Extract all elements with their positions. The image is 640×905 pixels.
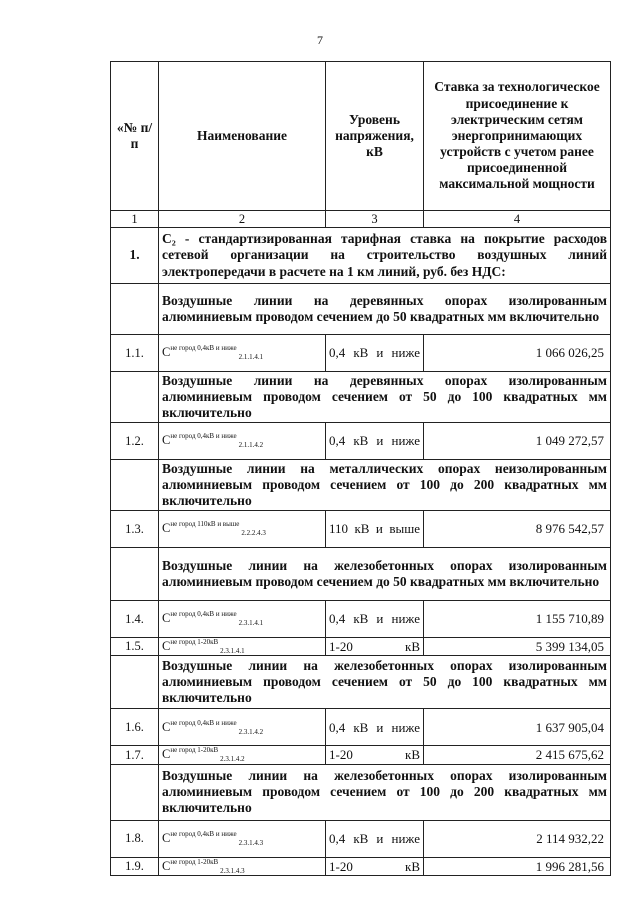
table-row — [111, 857, 611, 875]
table-row — [111, 709, 611, 746]
rate-code-superscript: не город 0,4кВ и ниже — [170, 830, 237, 839]
header-name: Наименование — [159, 62, 326, 211]
rate-code-superscript: не город 110кВ и выше — [170, 520, 240, 529]
rate-code-subscript: 2.3.1.4.2 — [220, 755, 245, 764]
rate-code-subscript: 2.3.1.4.3 — [238, 839, 264, 848]
header-row — [111, 62, 611, 211]
row-number: 1.8. — [111, 820, 159, 857]
rate-code-superscript: не город 0,4кВ и ниже — [170, 344, 237, 353]
rate-code-main: C — [162, 345, 171, 360]
rate-value: 2 114 932,22 — [424, 820, 611, 857]
rate-code-subscript: 2.3.1.4.1 — [220, 647, 245, 655]
header-number: «№ п/п — [111, 62, 159, 211]
rate-code-main: C — [162, 747, 171, 762]
rate-value: 1 996 281,56 — [424, 857, 611, 875]
row-number: 1.7. — [111, 746, 159, 764]
empty-cell — [111, 656, 159, 709]
rate-code — [159, 709, 326, 746]
header-rate: Ставка за технологическое присоединение к электрическим сетям энергопринимающих устройств с учетом ранее присоединенной максимальной мощности — [424, 62, 611, 211]
empty-cell — [111, 548, 159, 601]
rate-value: 5 399 134,05 — [424, 638, 611, 656]
row-number: 1.6. — [111, 709, 159, 746]
table-row — [111, 820, 611, 857]
rate-code-main: C — [162, 639, 171, 653]
empty-cell — [111, 284, 159, 335]
row-number: 1.2. — [111, 423, 159, 460]
voltage-level: 0,4 кВ и ниже — [326, 423, 424, 460]
table-row — [111, 601, 611, 638]
rate-code-main: C — [162, 858, 171, 873]
table-row — [111, 335, 611, 372]
table-row — [111, 511, 611, 548]
row-number: 1.3. — [111, 511, 159, 548]
column-number: 4 — [424, 211, 611, 228]
group-heading-row — [111, 284, 611, 335]
rate-code-superscript: не город 1-20кВ — [170, 746, 219, 755]
group-heading-row — [111, 764, 611, 820]
group-heading-row — [111, 548, 611, 601]
rate-code-superscript: не город 1-20кВ — [170, 857, 219, 866]
rate-code-main: C — [162, 521, 171, 536]
tariff-table — [110, 61, 611, 876]
rate-value: 8 976 542,57 — [424, 511, 611, 548]
rate-code-subscript: 2.1.1.4.2 — [238, 441, 264, 450]
column-number: 2 — [159, 211, 326, 228]
column-number-row — [111, 211, 611, 228]
rate-code-superscript: не город 0,4кВ и ниже — [170, 432, 237, 441]
voltage-level: 1-20 кВ — [326, 746, 424, 764]
group-heading: Воздушные линии на деревянных опорах изолированным алюминиевым проводом сечением до 50 квадратных мм включительно — [159, 284, 611, 335]
empty-cell — [111, 372, 159, 423]
rate-code-main: C — [162, 611, 171, 626]
group-heading: Воздушные линии на железобетонных опорах изолированным алюминиевым проводом сечением до 50 квадратных мм включительно — [159, 548, 611, 601]
table-row — [111, 423, 611, 460]
rate-value: 2 415 675,62 — [424, 746, 611, 764]
group-heading-row — [111, 656, 611, 709]
rate-code — [159, 335, 326, 372]
group-heading: Воздушные линии на железобетонных опорах изолированным алюминиевым проводом сечением от 100 до 200 квадратных мм включительно — [159, 764, 611, 820]
voltage-level: 110 кВ и выше — [326, 511, 424, 548]
group-heading-row — [111, 372, 611, 423]
rate-code-subscript: 2.3.1.4.3 — [220, 866, 245, 875]
rate-code — [159, 857, 326, 875]
voltage-level: 0,4 кВ и ниже — [326, 335, 424, 372]
rate-value: 1 155 710,89 — [424, 601, 611, 638]
rate-value: 1 049 272,57 — [424, 423, 611, 460]
row-number: 1.5. — [111, 638, 159, 656]
table-row — [111, 746, 611, 764]
rate-value: 1 637 905,04 — [424, 709, 611, 746]
rate-code-subscript: 2.1.1.4.1 — [238, 353, 264, 362]
rate-code-main: C — [162, 719, 171, 734]
voltage-level: 1-20 кВ — [326, 857, 424, 875]
row-number: 1.9. — [111, 857, 159, 875]
group-heading: Воздушные линии на железобетонных опорах изолированным алюминиевым проводом сечением от 50 до 100 квадратных мм включительно — [159, 656, 611, 709]
group-heading: Воздушные линии на металлических опорах неизолированным алюминиевым проводом сечением от 100 до 200 квадратных мм включительно — [159, 460, 611, 511]
rate-code — [159, 746, 326, 764]
rate-value: 1 066 026,25 — [424, 335, 611, 372]
row-number: 1.1. — [111, 335, 159, 372]
voltage-level: 0,4 кВ и ниже — [326, 820, 424, 857]
column-number: 1 — [111, 211, 159, 228]
row-number: 1.4. — [111, 601, 159, 638]
column-number: 3 — [326, 211, 424, 228]
rate-code — [159, 423, 326, 460]
main-section-row — [111, 228, 611, 284]
page-number: 7 — [317, 33, 323, 47]
empty-cell — [111, 764, 159, 820]
header-voltage: Уровень напряжения, кВ — [326, 62, 424, 211]
rate-code-subscript: 2.3.1.4.1 — [238, 619, 264, 628]
voltage-level: 0,4 кВ и ниже — [326, 709, 424, 746]
group-heading: Воздушные линии на деревянных опорах изолированным алюминиевым проводом сечением от 50 до 100 квадратных мм включительно — [159, 372, 611, 423]
empty-cell — [111, 460, 159, 511]
voltage-level: 1-20 кВ — [326, 638, 424, 656]
rate-code — [159, 511, 326, 548]
rate-code — [159, 638, 326, 656]
main-section-text: C₂ - стандартизированная тарифная ставка на покрытие расходов сетевой организации на строительство воздушных линий электропередачи в расчете на 1 км линий, руб. без НДС: — [159, 228, 611, 284]
rate-code-subscript: 2.2.2.4.3 — [241, 529, 266, 538]
voltage-level: 0,4 кВ и ниже — [326, 601, 424, 638]
rate-code-superscript: не город 0,4кВ и ниже — [170, 610, 237, 619]
rate-code-main: C — [162, 831, 171, 846]
rate-code-subscript: 2.3.1.4.2 — [238, 727, 264, 736]
rate-code — [159, 820, 326, 857]
row-number: 1. — [111, 228, 159, 284]
group-heading-row — [111, 460, 611, 511]
rate-code — [159, 601, 326, 638]
rate-code-main: C — [162, 433, 171, 448]
table-row — [111, 638, 611, 656]
rate-code-superscript: не город 1-20кВ — [170, 638, 219, 646]
rate-code-superscript: не город 0,4кВ и ниже — [170, 718, 237, 727]
